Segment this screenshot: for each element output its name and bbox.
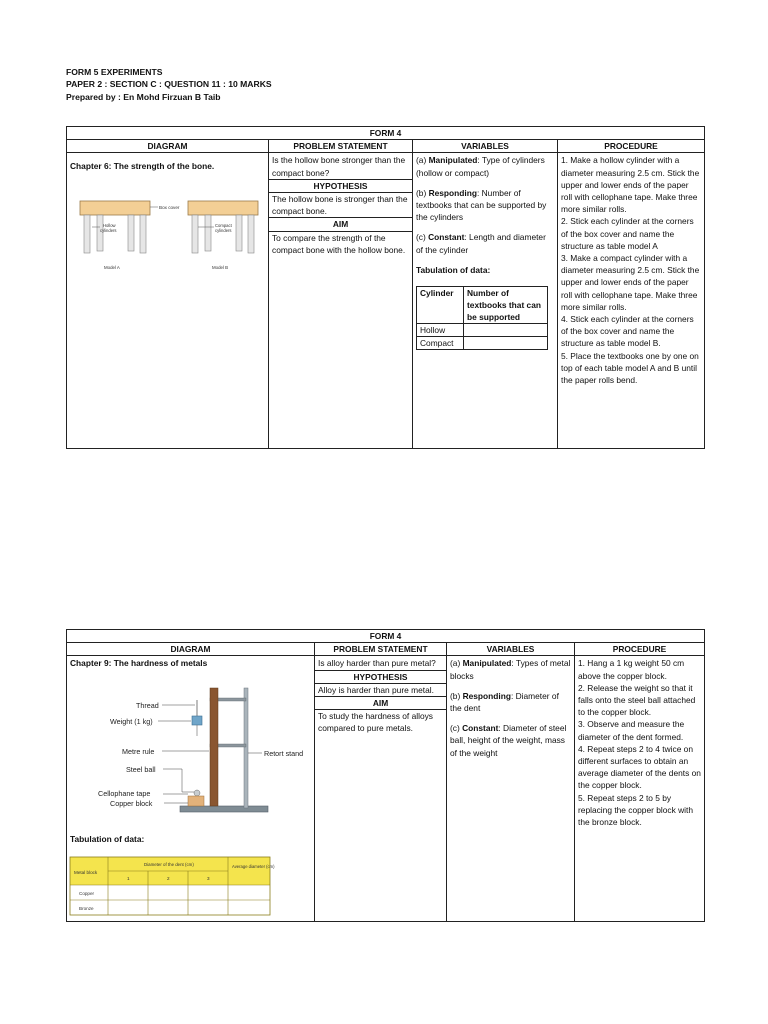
box-cover-a (80, 201, 150, 215)
tab-row-compact: Compact (417, 337, 464, 350)
procedure-step: 1. Make a hollow cylinder with a diameter measuring 2.5 cm. Stick the upper and lower ends of the paper roll with cellophane tape. Make three more similar rolls. (561, 155, 700, 215)
var-manipulated: (a) Manipulated: Types of metal blocks (450, 658, 571, 681)
header-paper: PAPER 2 : SECTION C : QUESTION 11 : 10 MARKS (66, 79, 272, 90)
variables-cell (447, 656, 575, 922)
problem-statement-cell (315, 656, 447, 922)
col-diagram: DIAGRAM (67, 643, 315, 656)
hollow-cylinder-a3 (128, 215, 134, 251)
tabulation-label: Tabulation of data: (70, 833, 145, 844)
mini-row-copper: Copper (79, 891, 95, 897)
compact-cylinder-b2 (205, 215, 211, 251)
procedure-step: 4. Repeat steps 2 to 4 twice on different surfaces to obtain an average diameter of the dents on the copper block. (578, 743, 701, 791)
procedure-cell (558, 153, 705, 449)
header-author: Prepared by : En Mohd Firzuan B Taib (66, 91, 221, 102)
hypothesis-text: The hollow bone is stronger than the compact bone. (272, 194, 408, 217)
compact-cylinder-b3 (236, 215, 242, 251)
procedure-step: 2. Release the weight so that it falls onto the steel ball attached to the copper block. (578, 682, 696, 718)
procedure-step: 5. Place the textbooks one by one on top of each table model A and B until the paper rolls bend. (561, 350, 699, 386)
label-model-a: Model A (104, 264, 120, 270)
procedure-step: 4. Stick each cylinder at the corners of the box cover and name the structure as table model B. (561, 314, 694, 349)
mini-head-diameter: Diameter of the dent (cm) (144, 862, 194, 868)
label-steel-ball: Steel ball (126, 764, 156, 774)
var-responding: (b) Responding: Diameter of the dent (450, 690, 559, 714)
variables-cell (413, 153, 558, 449)
tabulation-table (416, 286, 548, 350)
tab-row-hollow: Hollow (417, 324, 464, 337)
var-constant: (c) Constant: Diameter of steel ball, height of the weight, mass of the weight (450, 723, 567, 758)
aim-text: To study the hardness of alloys compared to pure metals. (318, 711, 433, 734)
experiment-table-metals (66, 629, 705, 922)
tab-cell-empty (464, 337, 548, 350)
label-compact-1: Compact (215, 222, 232, 228)
procedure-step: 1. Hang a 1 kg weight 50 cm above the copper block. (578, 658, 685, 681)
col-procedure: PROCEDURE (558, 140, 705, 153)
chapter-title: Chapter 9: The hardness of metals (70, 658, 208, 669)
col-problem-statement: PROBLEM STATEMENT (315, 643, 447, 656)
tabulation-label: Tabulation of data: (416, 264, 491, 275)
var-responding: (b) Responding: Number of textbooks that can be supported by the cylinders (416, 187, 547, 223)
procedure-step: 3. Observe and measure the diameter of the dent formed. (578, 719, 685, 742)
col-variables: VARIABLES (447, 643, 575, 656)
retort-base (180, 806, 268, 812)
aim-text: To compare the strength of the compact bone with the hollow bone. (272, 232, 406, 255)
label-metre-rule: Metre rule (122, 746, 155, 756)
steel-ball (194, 790, 200, 796)
procedure-step: 5. Repeat steps 2 to 5 by replacing the copper block with the bronze block. (578, 792, 693, 828)
document-header (66, 66, 272, 103)
label-box-cover: Box cover (159, 204, 180, 210)
diagram-cell (67, 656, 315, 922)
mini-trial-3: 3 (207, 876, 210, 882)
compact-cylinder-b4 (248, 215, 254, 253)
aim-heading: AIM (269, 217, 412, 231)
hypothesis-heading: HYPOTHESIS (315, 670, 446, 684)
col-diagram: DIAGRAM (67, 140, 269, 153)
mini-trial-1: 1 (127, 876, 130, 882)
weight (192, 716, 202, 725)
problem-statement-cell (269, 153, 413, 449)
procedure-cell (575, 656, 705, 922)
chapter-title: Chapter 6: The strength of the bone. (70, 161, 215, 172)
form-label: FORM 4 (67, 630, 705, 643)
hardness-apparatus-diagram (70, 676, 310, 826)
diagram-cell (67, 153, 269, 449)
var-manipulated: (a) Manipulated: Type of cylinders (hollow or compact) (416, 155, 545, 178)
problem-statement: Is the hollow bone stronger than the compact bone? (272, 155, 406, 178)
label-compact-2: cylinders (215, 227, 232, 233)
hollow-cylinder-a1 (84, 215, 90, 253)
box-cover-b (188, 201, 258, 215)
aim-heading: AIM (315, 696, 446, 710)
hollow-cylinder-a4 (140, 215, 146, 253)
hollow-cylinder-a2 (97, 215, 103, 251)
label-retort-stand: Retort stand (264, 748, 304, 758)
label-hollow-2: cylinders (100, 227, 117, 233)
label-thread: Thread (136, 700, 159, 710)
retort-rod (244, 688, 248, 808)
metre-rule (210, 688, 218, 806)
header-title: FORM 5 EXPERIMENTS (66, 67, 163, 77)
label-model-b: Model B (212, 264, 229, 270)
col-variables: VARIABLES (413, 140, 558, 153)
label-hollow-1: Hollow (103, 222, 116, 228)
mini-head-metal: Metal block (74, 870, 98, 876)
problem-statement: Is alloy harder than pure metal? (318, 658, 436, 669)
hypothesis-heading: HYPOTHESIS (269, 179, 412, 193)
mini-trial-2: 2 (167, 876, 170, 882)
copper-block (188, 796, 204, 806)
col-procedure: PROCEDURE (575, 643, 705, 656)
hypothesis-text: Alloy is harder than pure metal. (318, 684, 434, 695)
compact-cylinder-b1 (192, 215, 198, 253)
bone-table-diagram (70, 191, 266, 275)
label-copper-block: Copper block (110, 798, 153, 808)
tab-cell-empty (464, 324, 548, 337)
mini-head-average: Average diameter (cm) (232, 864, 275, 870)
col-problem-statement: PROBLEM STATEMENT (269, 140, 413, 153)
label-cellophane: Cellophane tape (98, 788, 151, 798)
tab-head-cylinder: Cylinder (417, 287, 464, 324)
form-label: FORM 4 (67, 127, 705, 140)
var-constant: (c) Constant: Length and diameter of the cylinder (416, 232, 546, 255)
procedure-step: 2. Stick each cylinder at the corners of the box cover and name the structure as table model A (561, 216, 694, 251)
tab-head-count: Number of textbooks that can be supported (464, 287, 548, 324)
experiment-table-bone (66, 126, 705, 449)
mini-row-bronze: Bronze (79, 906, 94, 912)
hardness-data-table (70, 857, 275, 917)
label-weight: Weight (1 kg) (110, 716, 153, 726)
procedure-step: 3. Make a compact cylinder with a diameter measuring 2.5 cm. Stick the upper and lower ends of the paper roll with cellophane tape. Make three more similar rolls. (561, 253, 700, 312)
